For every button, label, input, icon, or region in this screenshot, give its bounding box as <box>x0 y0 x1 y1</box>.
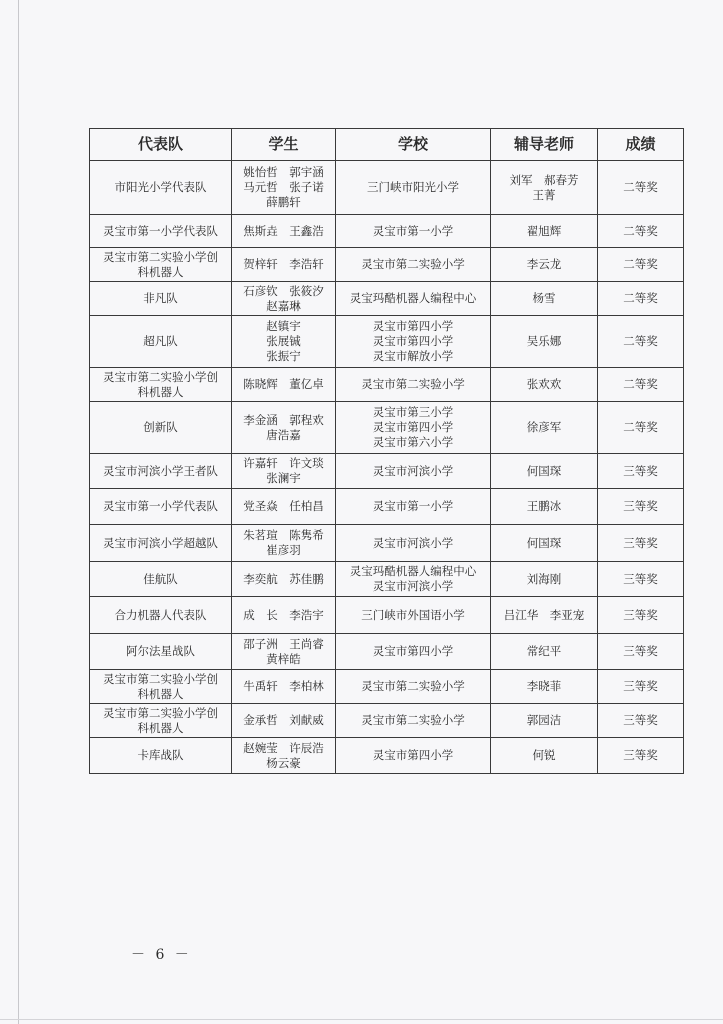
teacher-cell: 李云龙 <box>491 248 598 282</box>
table-row <box>90 282 684 316</box>
result-cell: 三等奖 <box>598 525 684 562</box>
teacher-cell: 李晓菲 <box>491 670 598 704</box>
teacher-cell: 杨雪 <box>491 282 598 316</box>
students-cell: 朱茗瑄 陈隽希 崔彦羽 <box>232 525 336 562</box>
awards-table <box>89 128 684 774</box>
students-cell: 姚怡哲 郭宇涵 马元哲 张子诺 薛鹏轩 <box>232 161 336 215</box>
students-cell: 陈晓辉 董亿卓 <box>232 368 336 402</box>
teacher-cell: 翟旭辉 <box>491 215 598 248</box>
scan-edge-line <box>18 0 19 1024</box>
teacher-cell: 何国琛 <box>491 454 598 489</box>
table-row <box>90 562 684 597</box>
table-row <box>90 489 684 525</box>
students-cell: 金承哲 刘献威 <box>232 704 336 738</box>
school-cell: 三门峡市阳光小学 <box>336 161 491 215</box>
header-school: 学校 <box>336 129 491 161</box>
students-cell: 邵子洲 王尚睿 黄梓皓 <box>232 634 336 670</box>
header-teacher: 辅导老师 <box>491 129 598 161</box>
teacher-cell: 刘军 郝春芳 王菁 <box>491 161 598 215</box>
result-cell: 三等奖 <box>598 489 684 525</box>
result-cell: 二等奖 <box>598 282 684 316</box>
result-cell: 二等奖 <box>598 402 684 454</box>
students-cell: 李奕航 苏佳鹏 <box>232 562 336 597</box>
students-cell: 贺梓轩 李浩轩 <box>232 248 336 282</box>
teacher-cell: 王鹏冰 <box>491 489 598 525</box>
result-cell: 三等奖 <box>598 562 684 597</box>
students-cell: 李金涵 郭程欢 唐浩嘉 <box>232 402 336 454</box>
school-cell: 灵宝市河滨小学 <box>336 525 491 562</box>
school-cell: 灵宝市第二实验小学 <box>336 670 491 704</box>
table-row <box>90 704 684 738</box>
result-cell: 三等奖 <box>598 634 684 670</box>
school-cell: 灵宝市第一小学 <box>336 215 491 248</box>
header-result: 成绩 <box>598 129 684 161</box>
students-cell: 赵镇宇 张展铖 张振宁 <box>232 316 336 368</box>
result-cell: 二等奖 <box>598 316 684 368</box>
teacher-cell: 郭园洁 <box>491 704 598 738</box>
school-cell: 灵宝市第四小学 灵宝市第四小学 灵宝市解放小学 <box>336 316 491 368</box>
students-cell: 党圣焱 任柏昌 <box>232 489 336 525</box>
table-header-row <box>90 129 684 161</box>
table-row <box>90 670 684 704</box>
table-row <box>90 634 684 670</box>
table-row <box>90 454 684 489</box>
school-cell: 灵宝市第一小学 <box>336 489 491 525</box>
table-row <box>90 161 684 215</box>
students-cell: 焦斯垚 王鑫浩 <box>232 215 336 248</box>
result-cell: 二等奖 <box>598 248 684 282</box>
school-cell: 灵宝市第二实验小学 <box>336 368 491 402</box>
team-cell: 灵宝市河滨小学王者队 <box>90 454 232 489</box>
page-number: － 6 － <box>131 947 192 963</box>
school-cell: 灵宝玛酷机器人编程中心 <box>336 282 491 316</box>
result-cell: 三等奖 <box>598 704 684 738</box>
table-row <box>90 597 684 634</box>
result-cell: 三等奖 <box>598 597 684 634</box>
teacher-cell: 何锐 <box>491 738 598 774</box>
teacher-cell: 常纪平 <box>491 634 598 670</box>
team-cell: 超凡队 <box>90 316 232 368</box>
teacher-cell: 徐彦军 <box>491 402 598 454</box>
team-cell: 阿尔法星战队 <box>90 634 232 670</box>
students-cell: 牛禹轩 李柏林 <box>232 670 336 704</box>
team-cell: 灵宝市第二实验小学创 科机器人 <box>90 670 232 704</box>
team-cell: 创新队 <box>90 402 232 454</box>
team-cell: 灵宝市第二实验小学创 科机器人 <box>90 368 232 402</box>
table-row <box>90 215 684 248</box>
teacher-cell: 何国琛 <box>491 525 598 562</box>
table-row <box>90 316 684 368</box>
result-cell: 二等奖 <box>598 368 684 402</box>
team-cell: 佳航队 <box>90 562 232 597</box>
header-students: 学生 <box>232 129 336 161</box>
teacher-cell: 吕江华 李亚宠 <box>491 597 598 634</box>
students-cell: 石彦钦 张筱汐 赵嘉琳 <box>232 282 336 316</box>
school-cell: 灵宝市第三小学 灵宝市第四小学 灵宝市第六小学 <box>336 402 491 454</box>
school-cell: 三门峡市外国语小学 <box>336 597 491 634</box>
result-cell: 三等奖 <box>598 670 684 704</box>
school-cell: 灵宝市第四小学 <box>336 634 491 670</box>
students-cell: 赵婉莹 许辰浩 杨云豪 <box>232 738 336 774</box>
school-cell: 灵宝市第二实验小学 <box>336 248 491 282</box>
school-cell: 灵宝玛酷机器人编程中心 灵宝市河滨小学 <box>336 562 491 597</box>
table-row <box>90 402 684 454</box>
scan-bottom-line <box>0 1019 723 1020</box>
team-cell: 非凡队 <box>90 282 232 316</box>
teacher-cell: 张欢欢 <box>491 368 598 402</box>
team-cell: 灵宝市第一小学代表队 <box>90 489 232 525</box>
team-cell: 卡库战队 <box>90 738 232 774</box>
table-row <box>90 738 684 774</box>
table-row <box>90 525 684 562</box>
team-cell: 灵宝市第二实验小学创 科机器人 <box>90 248 232 282</box>
result-cell: 二等奖 <box>598 215 684 248</box>
table-row <box>90 248 684 282</box>
table-row <box>90 368 684 402</box>
team-cell: 灵宝市第二实验小学创 科机器人 <box>90 704 232 738</box>
students-cell: 许嘉轩 许文琰 张澜宇 <box>232 454 336 489</box>
team-cell: 灵宝市第一小学代表队 <box>90 215 232 248</box>
teacher-cell: 吴乐娜 <box>491 316 598 368</box>
students-cell: 成 长 李浩宇 <box>232 597 336 634</box>
school-cell: 灵宝市第四小学 <box>336 738 491 774</box>
result-cell: 三等奖 <box>598 454 684 489</box>
result-cell: 二等奖 <box>598 161 684 215</box>
result-cell: 三等奖 <box>598 738 684 774</box>
school-cell: 灵宝市第二实验小学 <box>336 704 491 738</box>
team-cell: 灵宝市河滨小学超越队 <box>90 525 232 562</box>
team-cell: 合力机器人代表队 <box>90 597 232 634</box>
teacher-cell: 刘海刚 <box>491 562 598 597</box>
team-cell: 市阳光小学代表队 <box>90 161 232 215</box>
header-team: 代表队 <box>90 129 232 161</box>
school-cell: 灵宝市河滨小学 <box>336 454 491 489</box>
